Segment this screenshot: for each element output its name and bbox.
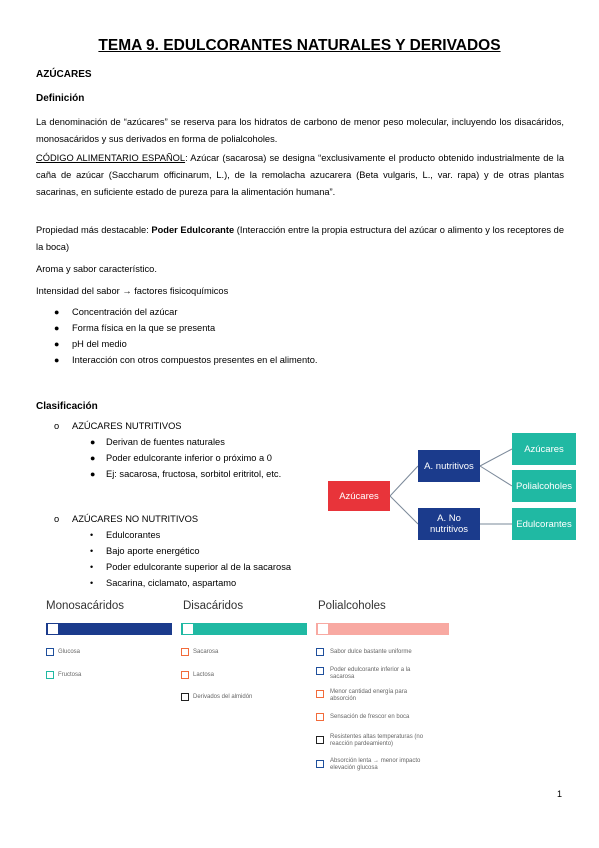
bullet: ● [54,355,60,365]
legend-item-text: Fructosa [58,672,82,678]
legend-heading-disacaridos: Disacáridos [183,600,244,612]
checkbox-icon [316,713,324,721]
factor-text: Interacción con otros compuestos presentes en el alimento. [72,355,318,365]
legend-bar-monosacaridos [46,623,172,635]
diagram-node-no-nutritivos: A. No nutritivos [418,508,480,540]
bullet: ● [90,469,96,479]
no-nutritivo-text: Sacarina, ciclamato, aspartamo [106,578,237,588]
bullet: • [90,530,94,540]
diagram-leaf-polialcoholes: Polialcoholes [512,470,576,502]
nutritivos-label-text: AZÚCARES NUTRITIVOS [72,421,182,431]
connector-line [390,466,418,496]
factor-text: pH del medio [72,339,127,349]
legend-item-text: Lactosa [193,672,215,678]
nutritivo-text: Derivan de fuentes naturales [106,437,225,447]
legend-item-text: Resistentes altas temperaturas (no reacción pardeamiento) [330,734,424,747]
checkbox-icon [46,648,54,656]
heading-clasificacion: Clasificación [36,401,98,412]
bar-marker [318,624,328,634]
legend-bar-polialcoholes [316,623,449,635]
diagram-node-nutritivos: A. nutritivos [418,450,480,482]
bullet: ● [54,307,60,317]
checkbox-icon [181,648,189,656]
definicion-paragraph: La denominación de “azúcares” se reserva para los hidratos de carbono de menor peso molecular, incluyendo los disacáridos, monosacáridos y sus derivados en forma de polialcoholes. [36,117,564,144]
no-nutritivo-text: Edulcorantes [106,530,161,540]
no-nutritivos-label-text: AZÚCARES NO NUTRITIVOS [72,514,199,524]
nutritivo-text: Poder edulcorante inferior o próximo a 0 [106,453,272,463]
codigo-text: : Azúcar (sacarosa) se designa “exclusivamente el producto obtenido industrialmente de la caña de azúcar (Saccharum officinarum, L.), de la remolacha azucarera (Beta vulgaris, L., var. rapa) y de otras plantas sacarinas, en suficiente estado de pureza para la alimentación humana”. [36,153,564,197]
bar-marker [183,624,193,634]
bullet: ● [90,453,96,463]
propiedad-pre: Propiedad más destacable: [36,225,152,235]
codigo-label: CÓDIGO ALIMENTARIO ESPAÑOL [36,153,186,163]
bar-marker [48,624,58,634]
bullet: • [90,578,94,588]
connector-line [390,496,418,524]
page-number: 1 [557,789,563,799]
no-nutritivo-text: Bajo aporte energético [106,546,200,556]
legend-item-text: Menor cantidad energía para absorción [330,689,408,702]
legend-item-text: Absorción lenta → menor impacto elevación glucosa [330,758,421,771]
diagram-leaf-edulcorantes: Edulcorantes [512,508,576,540]
bullet: ● [54,323,60,333]
checkbox-icon [46,671,54,679]
checkbox-icon [316,760,324,768]
diagram-leaf-azucares: Azúcares [512,433,576,465]
heading-definicion: Definición [36,93,85,104]
connector-line [480,449,512,466]
intensidad-line: Intensidad del sabor → factores fisicoquímicos [36,286,229,296]
legend-heading-polialcoholes: Polialcoholes [318,600,386,612]
legend-item-text: Derivados del almidón [193,694,253,700]
section-heading-azucares: AZÚCARES [36,69,92,80]
checkbox-icon [316,690,324,698]
checkbox-icon [316,648,324,656]
page-title: TEMA 9. EDULCORANTES NATURALES Y DERIVADOS [98,37,501,54]
no-nutritivo-text: Poder edulcorante superior al de la sacarosa [106,562,292,572]
checkbox-icon [181,671,189,679]
diagram-root-azucares: Azúcares [328,481,390,511]
bullet: • [90,562,94,572]
legend-item-text: Sabor dulce bastante uniforme [330,649,412,655]
legend-bar-disacaridos [181,623,307,635]
aroma-line: Aroma y sabor característico. [36,264,157,274]
legend-item-text: Sensación de frescor en boca [330,714,410,720]
bullet: • [90,546,94,556]
factor-text: Forma física en la que se presenta [72,323,216,333]
checkbox-icon [316,736,324,744]
propiedad-bold: Poder Edulcorante [151,225,235,235]
legend-item-text: Sacarosa [193,649,219,655]
factor-text: Concentración del azúcar [72,307,178,317]
checkbox-icon [316,667,324,675]
circle-bullet-icon: o [54,514,60,524]
connector-line [480,466,512,486]
propiedad-post: (Interacción entre la propia estructura del azúcar o alimento y los receptores de la boca) [36,225,565,252]
legend-heading-monosacaridos: Monosacáridos [46,600,124,612]
legend-item-text: Glucosa [58,649,81,655]
checkbox-icon [181,693,189,701]
nutritivo-text: Ej: sacarosa, fructosa, sorbitol eritritol, etc. [106,469,282,479]
circle-bullet-icon: o [54,421,60,431]
bullet: ● [90,437,96,447]
bullet: ● [54,339,60,349]
legend-item-text: Poder edulcorante inferior a la sacarosa [330,667,411,680]
